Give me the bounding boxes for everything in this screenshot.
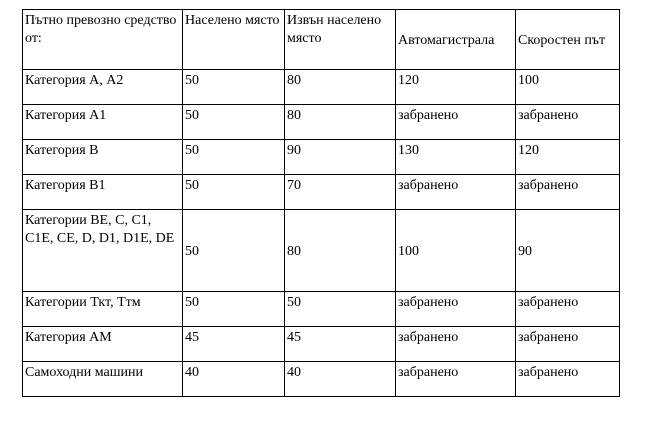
cell-settlement: 50: [183, 70, 285, 105]
cell-vehicle: Категория АМ: [23, 327, 183, 362]
table-row: [23, 70, 620, 105]
cell-outside-settlement: 45: [285, 327, 396, 362]
header-vehicle: Пътно превозно средство от:: [23, 10, 183, 70]
table-row: [23, 362, 620, 397]
table-row: [23, 210, 620, 292]
cell-outside-settlement: 80: [285, 210, 396, 292]
cell-settlement: 50: [183, 292, 285, 327]
cell-vehicle: Самоходни машини: [23, 362, 183, 397]
table-row: [23, 327, 620, 362]
cell-expressway: забранено: [516, 105, 620, 140]
cell-vehicle: Категории Ткт, Ттм: [23, 292, 183, 327]
cell-settlement: 50: [183, 105, 285, 140]
cell-motorway: 100: [396, 210, 516, 292]
table-row: [23, 292, 620, 327]
cell-expressway: 120: [516, 140, 620, 175]
cell-vehicle: Категория А, А2: [23, 70, 183, 105]
cell-vehicle: Категория А1: [23, 105, 183, 140]
cell-expressway: забранено: [516, 327, 620, 362]
cell-motorway: забранено: [396, 175, 516, 210]
header-expressway: Скоростен път: [516, 10, 620, 70]
speed-limits-table: [22, 9, 620, 397]
table-row: [23, 105, 620, 140]
cell-motorway: забранено: [396, 362, 516, 397]
cell-motorway: 130: [396, 140, 516, 175]
cell-settlement: 40: [183, 362, 285, 397]
cell-outside-settlement: 90: [285, 140, 396, 175]
cell-outside-settlement: 80: [285, 105, 396, 140]
cell-expressway: забранено: [516, 292, 620, 327]
header-settlement: Населено място: [183, 10, 285, 70]
cell-settlement: 45: [183, 327, 285, 362]
cell-expressway: забранено: [516, 175, 620, 210]
table-row: [23, 175, 620, 210]
cell-outside-settlement: 50: [285, 292, 396, 327]
cell-vehicle: Категории ВЕ, С, С1, С1Е, СЕ, D, D1, D1Е, DЕ: [23, 210, 183, 292]
cell-expressway: 90: [516, 210, 620, 292]
header-row: [23, 10, 620, 70]
header-outside-settlement: Извън населено място: [285, 10, 396, 70]
cell-expressway: 100: [516, 70, 620, 105]
cell-motorway: забранено: [396, 327, 516, 362]
table-row: [23, 140, 620, 175]
cell-settlement: 50: [183, 210, 285, 292]
cell-outside-settlement: 70: [285, 175, 396, 210]
cell-settlement: 50: [183, 140, 285, 175]
header-motorway: Автомагистрала: [396, 10, 516, 70]
cell-settlement: 50: [183, 175, 285, 210]
cell-vehicle: Категория В1: [23, 175, 183, 210]
cell-outside-settlement: 40: [285, 362, 396, 397]
cell-motorway: забранено: [396, 105, 516, 140]
cell-motorway: забранено: [396, 292, 516, 327]
cell-motorway: 120: [396, 70, 516, 105]
cell-vehicle: Категория В: [23, 140, 183, 175]
cell-outside-settlement: 80: [285, 70, 396, 105]
cell-expressway: забранено: [516, 362, 620, 397]
